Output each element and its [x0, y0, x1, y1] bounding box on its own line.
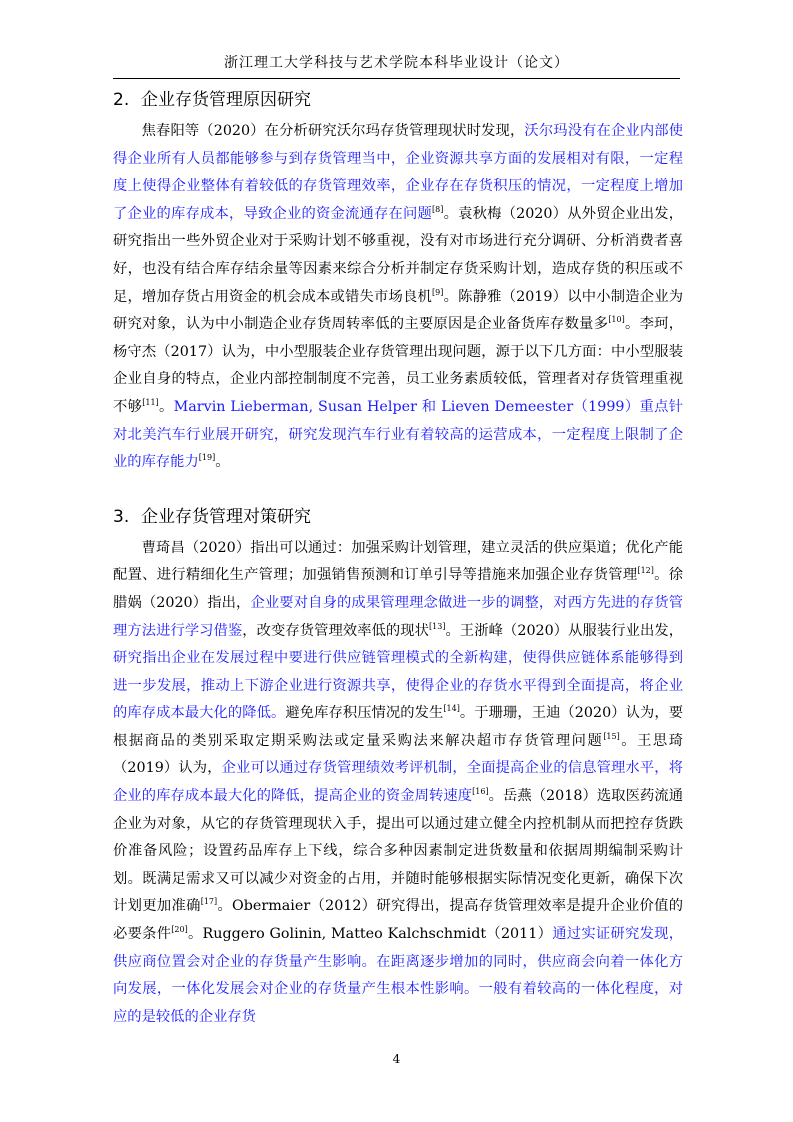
paragraph-countermeasures	[113, 535, 683, 1032]
text-run: 避免库存积压情况的发生	[285, 705, 444, 722]
paragraph-causes	[113, 118, 683, 477]
citation-ref: [14]	[443, 704, 460, 714]
text-run: 。李珂，杨守杰（2017）认为，中小型服装企业存货管理出现问题，源于以下几方面：中小型服装企业自身的特点，企业内部控制制度不完善，员工业务素质较低，管理者对存货管理重视不够	[113, 316, 684, 415]
citation-ref: [19]	[198, 453, 216, 463]
text-run: 。岳燕（2018）选取医药流通企业为对象，从它的存货管理现状入手，提出可以通过建立健全内控机制从而把控存货跌价准备风险；设置药品库存上下线，综合多种因素制定进货数量和依据周期编制采购计划。既满足需求又可以减少对资金的占用，并随时能够根据实际情况变化更新，确保下次计划更加准确	[113, 788, 683, 915]
citation-ref: [20]	[171, 925, 188, 935]
section-title: 企业存货管理原因研究	[141, 90, 311, 110]
text-run: 。于珊珊，王迪（2020）认为，要根据商品的类别采取定期采购法或定量采购法来解决超市存货管理问题	[113, 705, 684, 749]
highlighted-text: 通过实证研究发现，供应商位置会对企业的存货量产生影响。在距离逐步增加的同时，供应商会向着一体化方向发展，一体化发展会对企业的存货量产生根本性影响。一般有着较高的一体化程度，对应的是较低的企业存货	[113, 926, 684, 1025]
text-run: ，改变存货管理效率低的现状	[242, 622, 430, 639]
document-body	[113, 82, 683, 1031]
text-run: 。袁秋梅（2020）从外贸企业出发，研究指出一些外贸企业对于采购计划不够重视，没有对市场进行充分调研、分析消费者喜好，也没有结合库存结余量等因素来综合分析并制定存货采购计划，造成存货的积压或不足，增加存货占用资金的机会成本或错失市场良机	[113, 205, 684, 305]
page-number: 4	[392, 1052, 401, 1066]
text-run: 。Obermaier（2012）研究得出，提高存货管理效率是提升企业价值的必要条件	[113, 898, 684, 943]
citation-ref: [9]	[432, 287, 444, 297]
text-run: 。	[158, 398, 174, 415]
highlighted-text: Marvin Lieberman, Susan Helper 和 Lieven Demeester（1999）重点针对北美汽车行业展开研究，研究发现汽车行业有着较高的运营成本，一定程度上限制了企业的库存能力	[113, 398, 684, 471]
highlighted-text: 研究指出企业在发展过程中要进行供应链管理模式的全新构建，使得供应链体系能够得到进一步发展，推动上下游企业进行资源共享，使得企业的存货水平得到全面提高，将企业的库存成本最大化的降低。	[113, 650, 683, 722]
text-run: 。	[215, 454, 230, 471]
text-run: 焦春阳等（2020）在分析研究沃尔玛存货管理现状时发现，	[141, 123, 525, 139]
citation-ref: [11]	[142, 397, 159, 407]
page-header: 浙江理工大学科技与艺术学院本科毕业设计（论文）	[113, 52, 680, 79]
citation-ref: [15]	[603, 731, 620, 741]
section-heading-3	[113, 499, 683, 535]
text-run: 。王浙峰（2020）从服装行业出发，	[445, 622, 684, 639]
section-heading-2	[113, 82, 683, 118]
citation-ref: [16]	[472, 787, 489, 797]
citation-ref: [13]	[429, 621, 446, 631]
text-run: 。王思琦（2019）认为，	[113, 732, 684, 777]
citation-ref: [8]	[432, 204, 444, 214]
text-run: 。Ruggero Golinin, Matteo Kalchschmidt（2011）	[187, 926, 553, 943]
text-run: 。陈静雅（2019）以中小制造企业为研究对象，认为中小制造企业存货周转率低的主要原因是企业备货库存数量多	[113, 288, 684, 333]
highlighted-text: 企业可以通过存货管理绩效考评机制，全面提高企业的信息管理水平，将企业的库存成本最大化的降低，提高企业的资金周转速度	[113, 760, 683, 805]
citation-ref: [10]	[608, 315, 625, 325]
section-number: 2.	[113, 90, 130, 110]
highlighted-text: 沃尔玛没有在企业内部使得企业所有人员都能够参与到存货管理当中，企业资源共享方面的发展相对有限，一定程度上使得企业整体有着较低的存货管理效率，企业存在存货积压的情况，一定程度上增加了企业的库存成本，导致企业的资金流通存在问题	[113, 123, 683, 222]
text-run: 曹琦昌（2020）指出可以通过：加强采购计划管理，建立灵活的供应渠道；优化产能配置、进行精细化生产管理；加强销售预测和订单引导等措施来加强企业存货管理	[113, 539, 683, 584]
citation-ref: [17]	[200, 897, 218, 907]
section-number: 3.	[113, 506, 130, 527]
citation-ref: [12]	[637, 566, 654, 576]
text-run: 。徐腊娲（2020）指出，	[113, 567, 684, 611]
highlighted-text: 企业要对自身的成果管理理念做进一步的调整，对西方先进的存货管理方法进行学习借鉴	[113, 594, 683, 639]
section-title: 企业存货管理对策研究	[141, 506, 311, 527]
